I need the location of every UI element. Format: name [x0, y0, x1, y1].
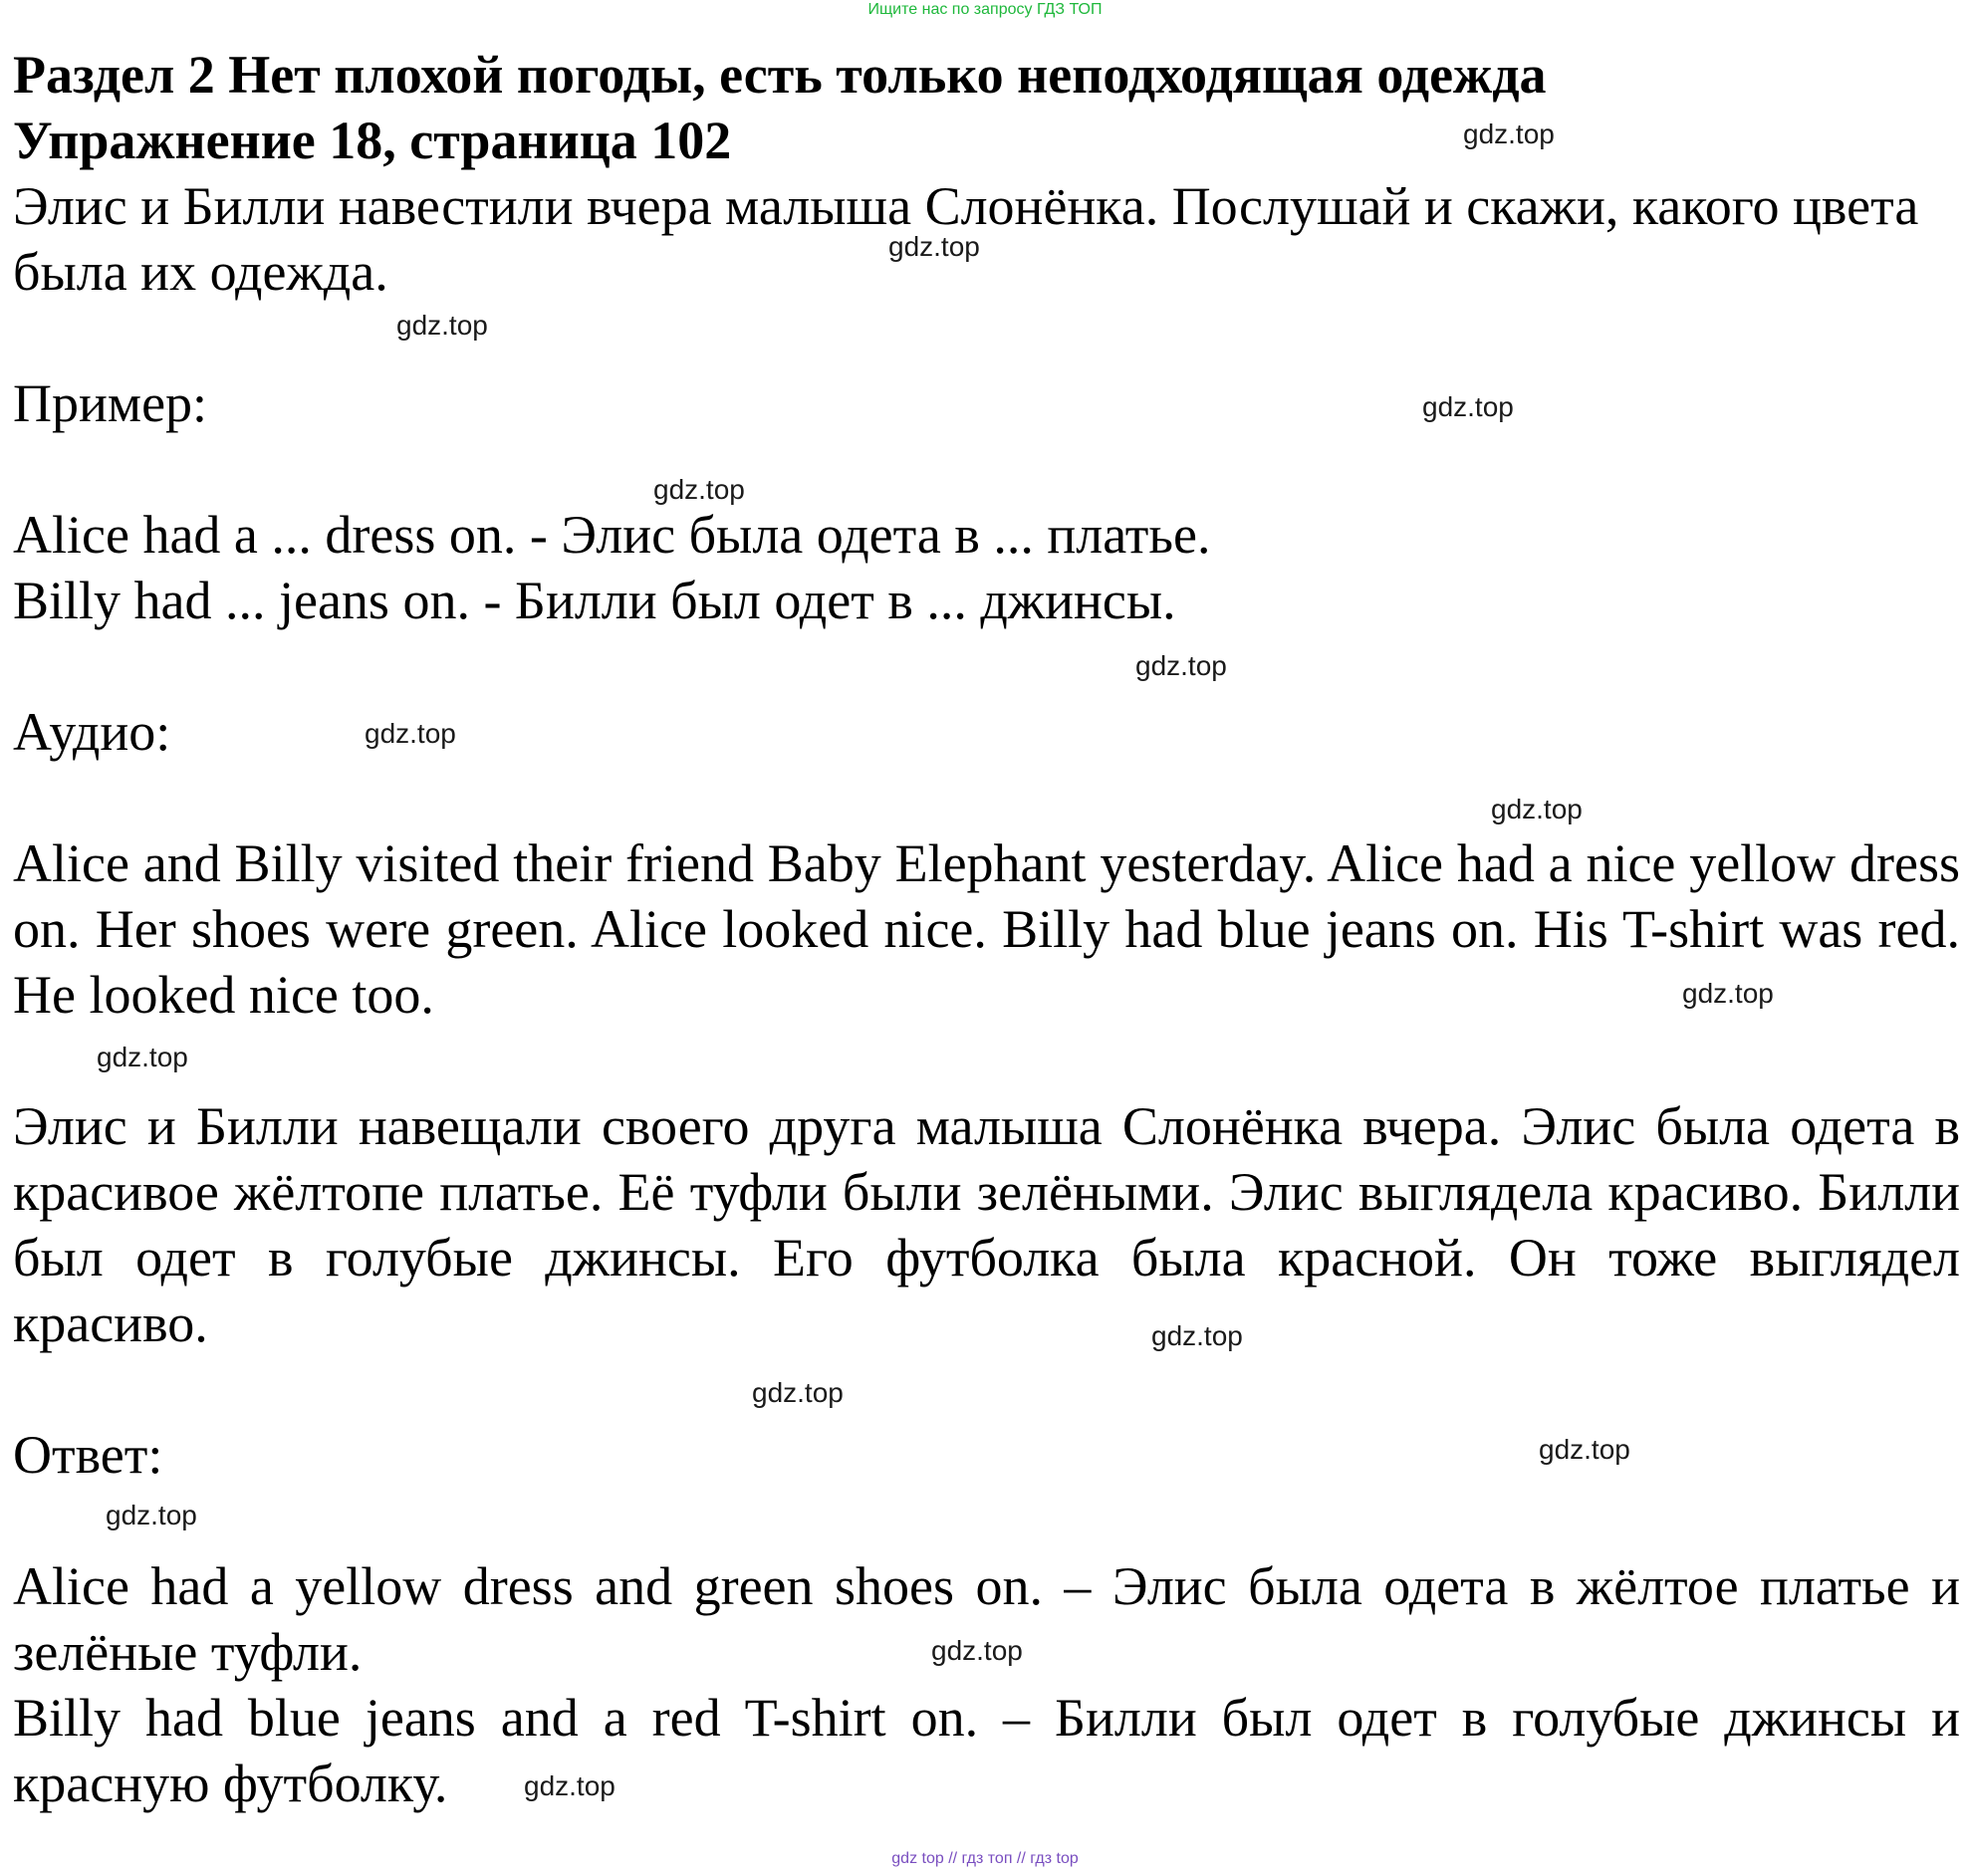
watermark: gdz.top: [1422, 391, 1514, 422]
audio-text-english: Alice and Billy visited their friend Baby Elephant yesterday. Alice had a nice yellow dress on. Her shoes were green. Alice looked nice. Billy had blue jeans on. His T-shirt was red. He looked nice too.: [13, 833, 1960, 1025]
answer-label: Ответ:: [13, 1425, 163, 1485]
watermark: gdz.top: [1463, 118, 1555, 149]
footer-watermark: gdz top // гдз топ // гдз top: [891, 1850, 1079, 1867]
task-text: Элис и Билли навестили вчера малыша Слонёнка. Послушай и скажи, какого цвета была их одежда.: [13, 176, 1919, 302]
watermark: gdz.top: [653, 474, 745, 505]
watermark: gdz.top: [97, 1042, 188, 1072]
audio-text-russian: Элис и Билли навещали своего друга малыша Слонёнка вчера. Элис была одета в красивое жёлтопе платье. Её туфли были зелёными. Элис выглядела красиво. Билли был одет в голубые джинсы. Его футболка была красной. Он тоже выглядел красиво.: [13, 1096, 1960, 1353]
watermark: gdz.top: [1491, 794, 1583, 824]
answer-line-2: Billy had blue jeans and a red T-shirt on. – Билли был одет в голубые джинсы и красную футболку.: [13, 1688, 1960, 1813]
watermark: gdz.top: [106, 1500, 197, 1530]
watermark: gdz.top: [931, 1635, 1023, 1666]
watermark: gdz.top: [365, 718, 456, 749]
example-label: Пример:: [13, 373, 208, 433]
example-line-2: Billy had ... jeans on. - Билли был одет в ... джинсы.: [13, 571, 1176, 630]
watermark: gdz.top: [752, 1377, 844, 1408]
watermark: gdz.top: [1151, 1320, 1243, 1351]
example-line-1: Alice had a ... dress on. - Элис была одета в ... платье.: [13, 505, 1211, 565]
watermark: gdz.top: [1135, 650, 1227, 681]
top-banner: Ищите нас по запросу ГДЗ ТОП: [867, 1, 1103, 18]
exercise-title: Упражнение 18, страница 102: [13, 111, 732, 170]
watermark: gdz.top: [524, 1770, 616, 1801]
audio-label: Аудио:: [13, 702, 171, 762]
watermark: gdz.top: [1539, 1434, 1630, 1465]
watermark: gdz.top: [888, 231, 980, 262]
section-title: Раздел 2 Нет плохой погоды, есть только неподходящая одежда: [13, 45, 1547, 105]
watermark: gdz.top: [396, 310, 488, 341]
answer-line-1: Alice had a yellow dress and green shoes on. – Элис была одета в жёлтое платье и зелёные туфли.: [13, 1556, 1960, 1682]
watermark: gdz.top: [1682, 978, 1774, 1009]
document-body: [13, 42, 1960, 1816]
